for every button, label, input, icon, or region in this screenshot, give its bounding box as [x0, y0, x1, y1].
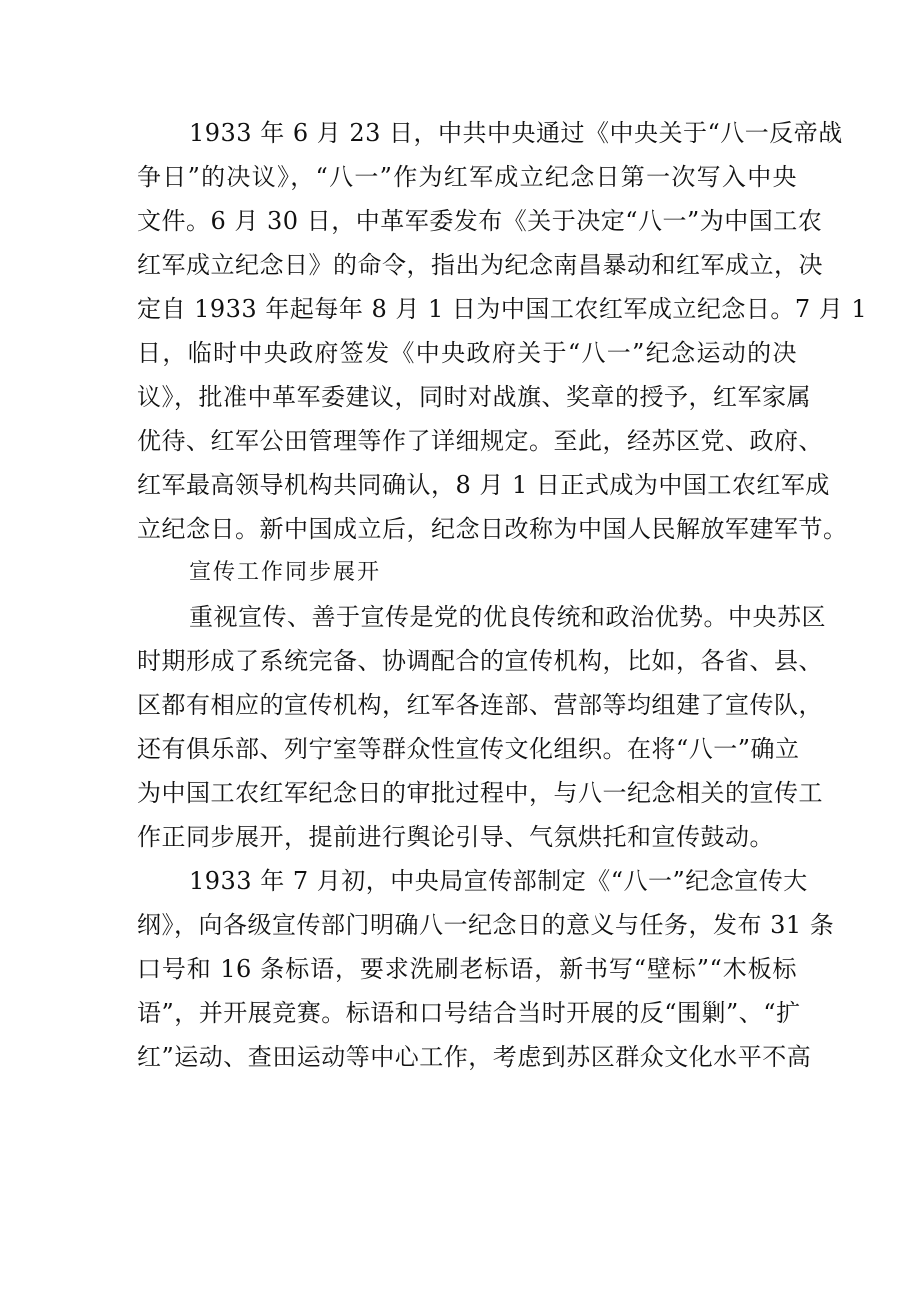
- paragraph-3-line-2: 纲》，向各级宣传部门明确八一纪念日的意义与任务，发布 31 条: [137, 911, 835, 939]
- paragraph-3-line-3: 口号和 16 条标语，要求洗刷老标语，新书写“壁标”“木板标: [137, 955, 797, 983]
- paragraph-2-line-2: 时期形成了系统完备、协调配合的宣传机构，比如，各省、县、: [137, 647, 823, 675]
- paragraph-1-line-5: 定自 1933 年起每年 8 月 1 日为中国工农红军成立纪念日。7 月 1: [137, 295, 868, 323]
- paragraph-1-line-2: 争日”的决议》，“八一”作为红军成立纪念日第一次写入中央: [137, 163, 797, 191]
- paragraph-2-line-6: 作正同步展开，提前进行舆论引导、气氛烘托和宣传鼓动。: [137, 823, 774, 851]
- section-heading: 宣传工作同步展开: [189, 560, 382, 585]
- paragraph-2-line-5: 为中国工农红军纪念日的审批过程中，与八一纪念相关的宣传工: [137, 779, 823, 807]
- paragraph-1-line-9: 红军最高领导机构共同确认，8 月 1 日正式成为中国工农红军成: [137, 471, 830, 499]
- paragraph-2-line-4: 还有俱乐部、列宁室等群众性宣传文化组织。在将“八一”确立: [137, 735, 800, 763]
- paragraph-3-line-1: 1933 年 7 月初，中央局宣传部制定《“八一”纪念宣传大: [189, 867, 808, 895]
- paragraph-1-line-3: 文件。6 月 30 日，中革军委发布《关于决定“八一”为中国工农: [137, 207, 823, 235]
- paragraph-2-line-1: 重视宣传、善于宣传是党的优良传统和政治优势。中央苏区: [189, 603, 826, 631]
- paragraph-1-line-7: 议》，批准中革军委建议，同时对战旗、奖章的授予，红军家属: [137, 383, 811, 411]
- paragraph-1-line-10: 立纪念日。新中国成立后，纪念日改称为中国人民解放军建军节。: [137, 515, 848, 543]
- paragraph-3-line-4: 语”，并开展竞赛。标语和口号结合当时开展的反“围剿”、“扩: [137, 999, 801, 1027]
- paragraph-1-line-6: 日，临时中央政府签发《中央政府关于“八一”纪念运动的决: [137, 339, 797, 367]
- paragraph-1-line-1: 1933 年 6 月 23 日，中共中央通过《中央关于“八一反帝战: [189, 119, 843, 147]
- paragraph-2-line-3: 区都有相应的宣传机构，红军各连部、营部等均组建了宣传队，: [137, 691, 823, 719]
- paragraph-1-line-8: 优待、红军公田管理等作了详细规定。至此，经苏区党、政府、: [137, 427, 823, 455]
- paragraph-1-line-4: 红军成立纪念日》的命令，指出为纪念南昌暴动和红军成立，决: [137, 251, 823, 279]
- paragraph-3-line-5: 红”运动、查田运动等中心工作，考虑到苏区群众文化水平不高: [137, 1043, 812, 1071]
